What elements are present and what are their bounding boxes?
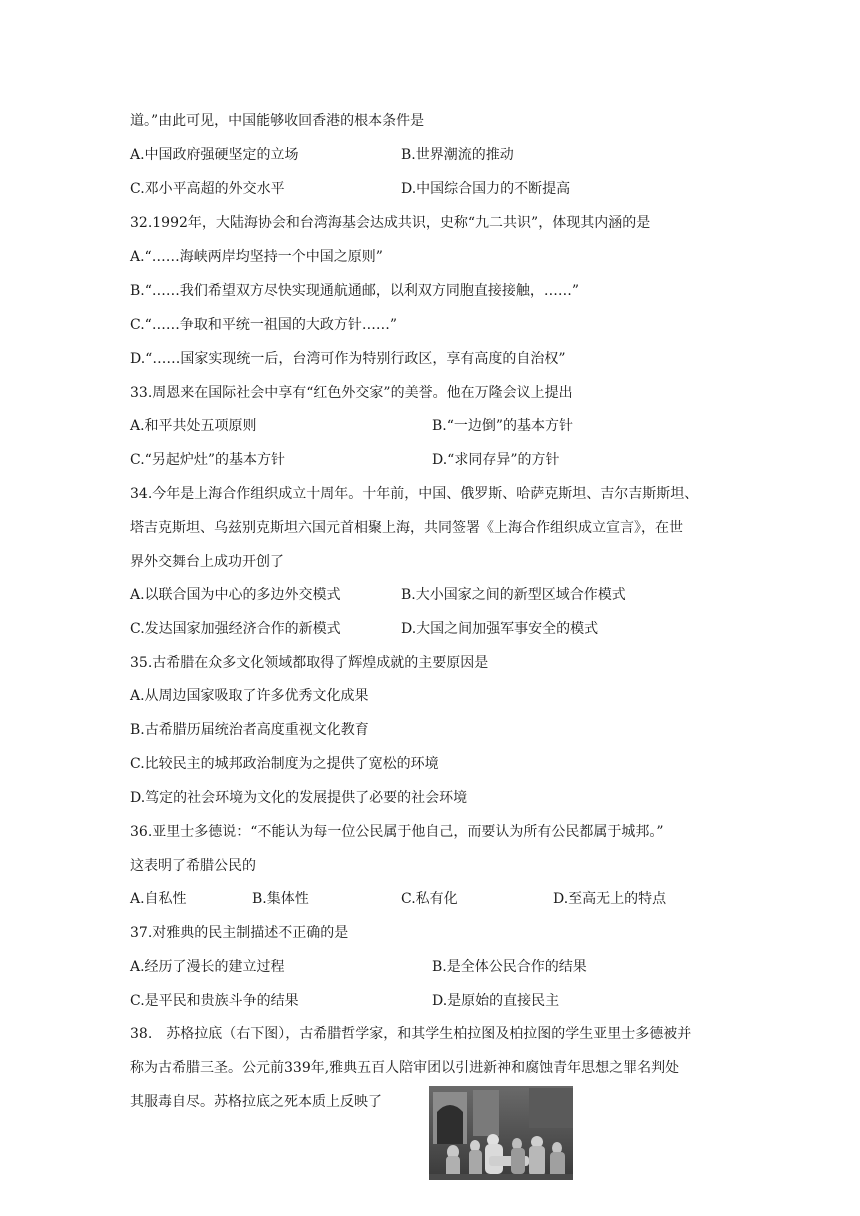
question-34-cont: 界外交舞台上成功开创了 [130, 554, 284, 570]
option-a: A.从周边国家吸取了许多优秀文化成果 [130, 688, 369, 704]
option-b: B.大小国家之间的新型区域合作模式 [401, 587, 626, 603]
question-38-cont: 其服毒自尽。苏格拉底之死本质上反映了 [130, 1094, 382, 1110]
option-c: C.“……争取和平统一祖国的大政方针……” [130, 317, 397, 333]
option-d: D.中国综合国力的不断提高 [401, 181, 571, 197]
option-a: A.中国政府强硬坚定的立场 [130, 147, 299, 163]
option-b: B.“……我们希望双方尽快实现通航通邮，以利双方同胞直接接触，……” [130, 283, 580, 299]
text-line: 道。”由此可见，中国能够收回香港的根本条件是 [130, 113, 425, 129]
option-d: D.大国之间加强军事安全的模式 [401, 621, 599, 637]
option-c: C.邓小平高超的外交水平 [130, 181, 285, 197]
option-c: C.私有化 [401, 891, 458, 907]
question-35: 35.古希腊在众多文化领域都取得了辉煌成就的主要原因是 [130, 655, 489, 671]
option-a: A.自私性 [130, 891, 187, 907]
option-a: A.以联合国为中心的多边外交模式 [130, 587, 341, 603]
question-34: 34.今年是上海合作组织成立十周年。十年前，中国、俄罗斯、哈萨克斯坦、吉尔吉斯斯坦、 [130, 486, 699, 502]
option-d: D.至高无上的特点 [553, 891, 667, 907]
question-37: 37.对雅典的民主制描述不正确的是 [130, 925, 349, 941]
option-d: D.是原始的直接民主 [432, 993, 560, 1009]
question-34-cont: 塔吉克斯坦、乌兹别克斯坦六国元首相聚上海，共同签署《上海合作组织成立宣言》，在世 [130, 520, 683, 536]
option-b: B.世界潮流的推动 [401, 147, 514, 163]
question-36-cont: 这表明了希腊公民的 [130, 858, 256, 874]
option-c: C.比较民主的城邦政治制度为之提供了宽松的环境 [130, 756, 439, 772]
option-d: D.“……国家实现统一后，台湾可作为特别行政区，享有高度的自治权” [130, 351, 566, 367]
option-a: A.经历了漫长的建立过程 [130, 959, 285, 975]
option-b: B.“一边倒”的基本方针 [432, 418, 574, 434]
option-c: C.“另起炉灶”的基本方针 [130, 452, 285, 468]
question-32: 32.1992年，大陆海协会和台湾海基会达成共识，史称“九二共识”，体现其内涵的是 [130, 215, 651, 231]
option-b: B.古希腊历届统治者高度重视文化教育 [130, 722, 369, 738]
death-of-socrates-image [429, 1086, 573, 1180]
option-b: B.集体性 [252, 891, 309, 907]
option-a: A.“……海峡两岸均坚持一个中国之原则” [130, 249, 383, 265]
option-c: C.是平民和贵族斗争的结果 [130, 993, 299, 1009]
question-38-cont: 称为古希腊三圣。公元前339年,雅典五百人陪审团以引进新神和腐蚀青年思想之罪名判处 [130, 1060, 680, 1076]
question-33: 33.周恩来在国际社会中享有“红色外交家”的美誉。他在万隆会议上提出 [130, 385, 573, 401]
option-b: B.是全体公民合作的结果 [432, 959, 587, 975]
question-36: 36.亚里士多德说：“不能认为每一位公民属于他自己，而要认为所有公民都属于城邦。” [130, 824, 664, 840]
option-c: C.发达国家加强经济合作的新模式 [130, 621, 341, 637]
question-38: 38. 苏格拉底（右下图），古希腊哲学家，和其学生柏拉图及柏拉图的学生亚里士多德被并 [130, 1026, 692, 1042]
option-a: A.和平共处五项原则 [130, 418, 257, 434]
option-d: D.“求同存异”的方针 [432, 452, 560, 468]
option-d: D.笃定的社会环境为文化的发展提供了必要的社会环境 [130, 790, 468, 806]
